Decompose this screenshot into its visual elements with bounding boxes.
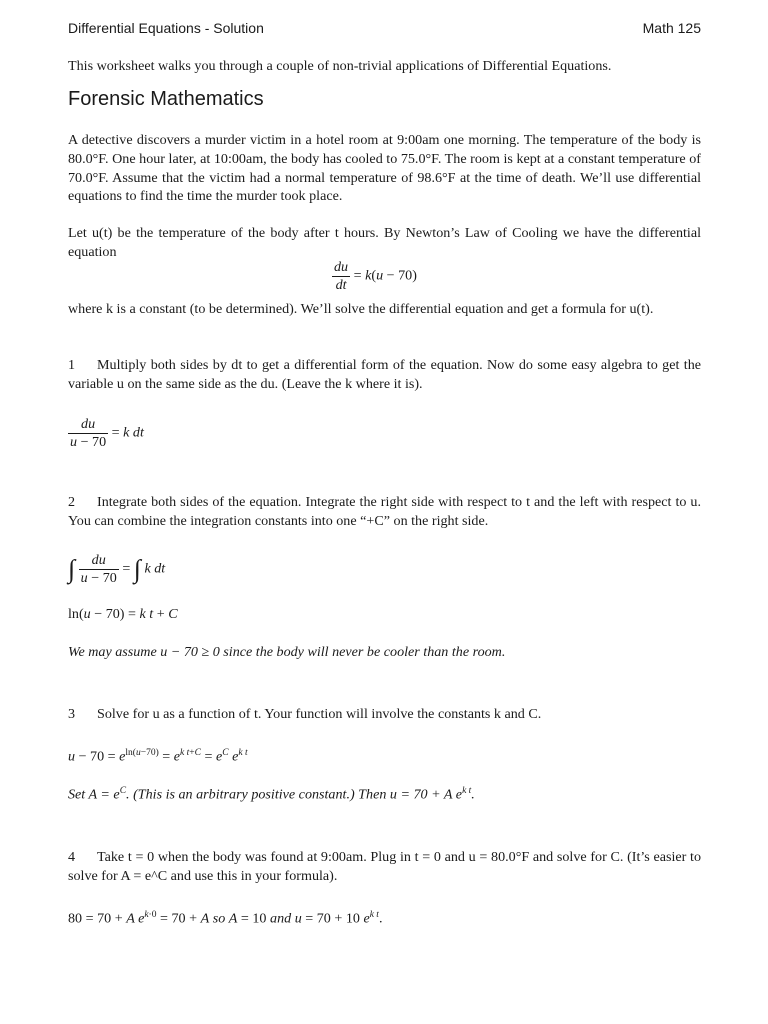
newton-paragraph-text: Let u(t) be the temperature of the body after t hours. By Newton’s Law of Cooling we have the differential equation (68, 225, 701, 260)
step-3-number: 3 (68, 706, 76, 722)
step-3 (68, 705, 701, 724)
worksheet-page (68, 0, 701, 1024)
step-4-number: 4 (68, 849, 76, 865)
header-course-number: Math 125 (642, 20, 701, 36)
step-2-number: 2 (68, 494, 76, 510)
step-1-answer: $\frac{du}{u - 70}$ = k dt (70, 416, 144, 450)
step-4-text: Take t = 0 when the body was found at 9:00am. Plug in t = 0 and u = 80.0°F and solve for C. (It’s easier to solve for A = e^C and use this in your formula). (68, 849, 701, 884)
step-2 (68, 493, 701, 531)
problem-paragraph: A detective discovers a murder victim in a hotel room at 9:00am one morning. The temperature of the body is 80.0°F. One hour later, at 10:00am, the body has cooled to 75.0°F. The room is kept at a constant temperature of 70.0°F. Assume that the victim had a normal temperature of 98.6°F at the time of death. We’ll use differential equations to find the time the murder took place. (68, 132, 701, 205)
header-course-title: Differential Equations - Solution (68, 20, 264, 36)
newton-paragraph (68, 224, 701, 262)
section-title: Forensic Mathematics (68, 88, 264, 110)
step-2-answer-log: ln(u − 70) = k t + C (68, 606, 178, 622)
step-3-text: Solve for u as a function of t. Your function will involve the constants k and C. (97, 706, 542, 722)
step-4 (68, 848, 701, 886)
step-1-text: Multiply both sides by dt to get a differential form of the equation. Now do some easy algebra to get the variable u on the same side as the du. (Leave the k where it is). (68, 357, 701, 392)
step-3-note: Set $A = e^C$. (This is an arbitrary positive constant.) Then u = 70 + A $e^{k t}$. (68, 786, 475, 803)
step-2-text: Integrate both sides of the equation. Integrate the right side with respect to t and the left with respect to u. You can combine the integration constants into one “+C” on the right side. (68, 494, 701, 529)
step-4-answer: 80 = 70 + A $e^{k\cdot 0} = 70 + A$ so A = 10 and u = 70 + 10 $e^{k t}$. (68, 910, 383, 927)
step-1-number: 1 (68, 357, 76, 373)
step-3-answer: $u - 70 = e^{ln(u-70)} = e^{k t+C} = e^C$ $e^{k t}$ (68, 748, 248, 765)
newton-equation: $\frac{du}{dt}$ = k(u − 70) (334, 259, 417, 293)
step-2-answer-integral: ∫ $\frac{du}{u - 70}$ = ∫ k dt (68, 552, 166, 586)
intro-paragraph: This worksheet walks you through a couple of non-trivial applications of Differential Equations. (68, 58, 612, 74)
where-paragraph: where k is a constant (to be determined). We’ll solve the differential equation and get a formula for u(t). (68, 301, 654, 317)
step-2-note: We may assume u − 70 ≥ 0 since the body will never be cooler than the room. (68, 644, 506, 660)
step-1 (68, 356, 701, 394)
